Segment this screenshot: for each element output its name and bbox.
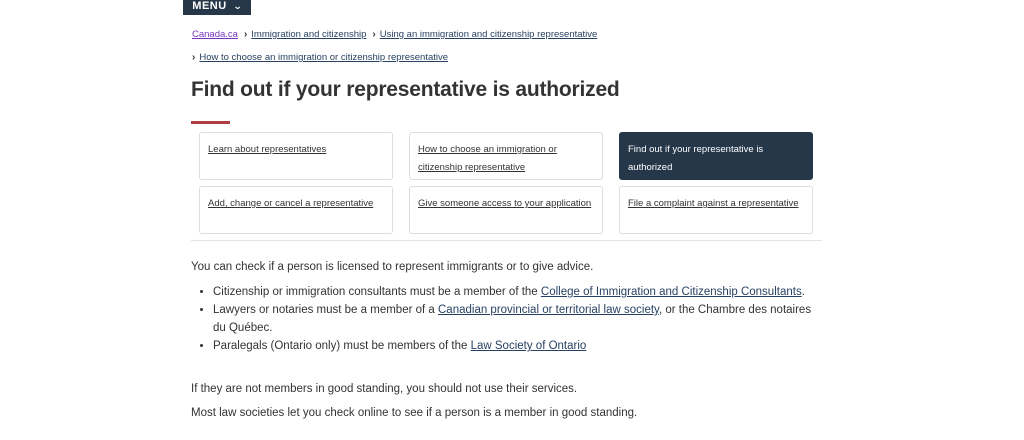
tile-link[interactable]: File a complaint against a representative xyxy=(628,198,799,209)
navigation-tiles xyxy=(199,132,813,236)
tile-label: Find out if your representative is authorized xyxy=(628,144,764,173)
tile-link[interactable]: How to choose an immigration or citizenship representative xyxy=(418,144,557,173)
tile-how-to-choose[interactable] xyxy=(409,132,603,180)
good-standing-text: If they are not members in good standing, you should not use their services. xyxy=(191,383,578,395)
college-link[interactable]: College of Immigration and Citizenship Consultants xyxy=(540,286,802,298)
chevron-down-icon: ⌄ xyxy=(232,0,243,11)
breadcrumb-how-to-choose-link[interactable]: How to choose an immigration or citizenship representative xyxy=(199,52,449,63)
tile-add-change-cancel[interactable] xyxy=(199,186,393,234)
tile-file-complaint[interactable] xyxy=(619,186,813,234)
bullet-text: Lawyers or notaries must be a member of a xyxy=(213,304,438,316)
tile-find-out-active[interactable] xyxy=(619,132,813,180)
chevron-right-icon: › xyxy=(372,29,376,40)
list-item xyxy=(213,301,813,337)
breadcrumb-row-2 xyxy=(186,52,448,63)
bullet-text: , or the Chambre des notaires du Québec. xyxy=(213,304,812,334)
law-society-ontario-link[interactable]: Law Society of Ontario xyxy=(470,340,587,352)
divider xyxy=(191,240,822,241)
breadcrumb-home-link[interactable]: Canada.ca xyxy=(192,29,238,40)
bullet-text: Citizenship or immigration consultants must be a member of the xyxy=(213,286,541,298)
breadcrumb-immigration-link[interactable]: Immigration and citizenship xyxy=(251,29,367,40)
page-title: Find out if your representative is authorized xyxy=(191,78,620,101)
membership-list xyxy=(191,283,813,355)
tile-give-access[interactable] xyxy=(409,186,603,234)
intro-text: You can check if a person is licensed to represent immigrants or to give advice. xyxy=(191,261,594,273)
list-item xyxy=(213,283,813,301)
menu-button[interactable] xyxy=(183,0,251,15)
bullet-text: . xyxy=(801,286,805,298)
list-item xyxy=(213,337,813,355)
breadcrumb-representative-link[interactable]: Using an immigration and citizenship representative xyxy=(379,29,598,40)
chevron-right-icon: › xyxy=(243,29,248,40)
tile-link[interactable]: Learn about representatives xyxy=(208,144,327,155)
breadcrumb xyxy=(192,29,597,40)
tile-link[interactable]: Add, change or cancel a representative xyxy=(208,198,374,209)
tile-learn-about[interactable] xyxy=(199,132,393,180)
law-society-link[interactable]: Canadian provincial or territorial law society xyxy=(438,304,659,316)
title-underline xyxy=(191,121,230,124)
check-online-text: Most law societies let you check online to see if a person is a member in good standing. xyxy=(191,407,638,419)
tile-link[interactable]: Give someone access to your application xyxy=(418,198,592,209)
bullet-text: Paralegals (Ontario only) must be members of the xyxy=(213,340,471,352)
chevron-right-icon: › xyxy=(192,52,196,63)
menu-label: MENU xyxy=(192,0,227,12)
